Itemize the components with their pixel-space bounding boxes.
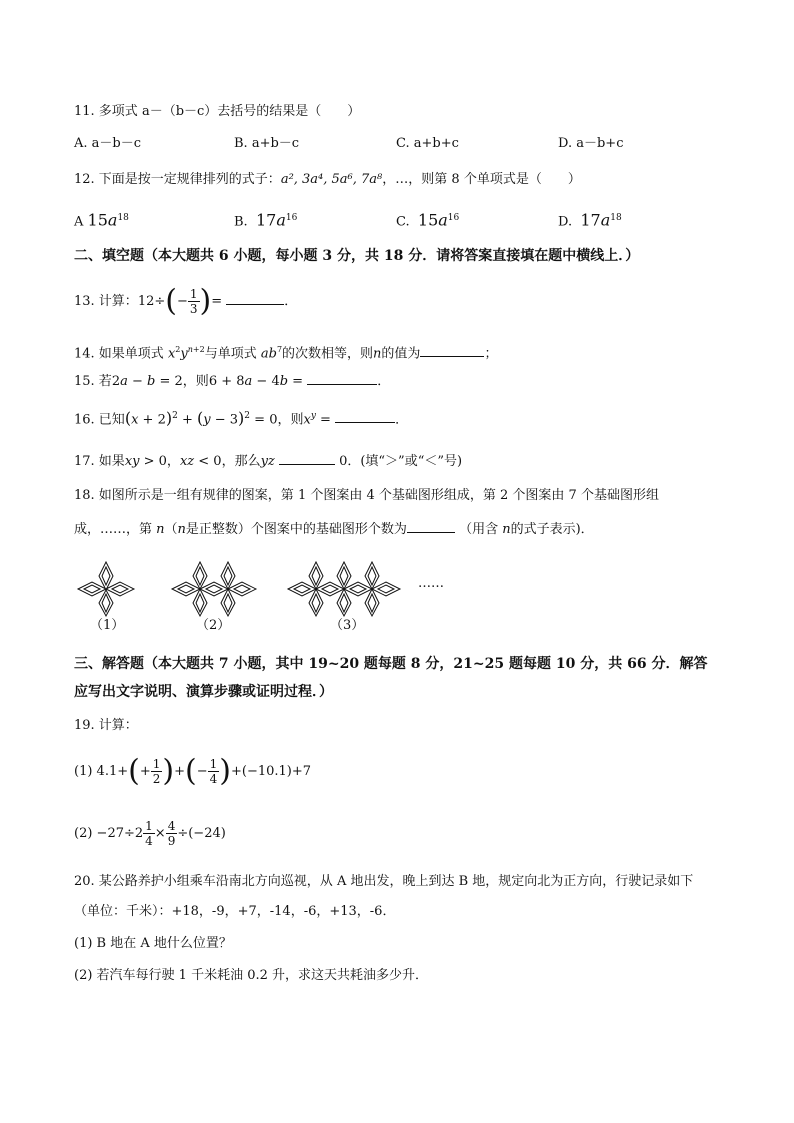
q13: 13. 计算：12÷(− $\frac{1}{3}$ )= ． <box>74 283 298 319</box>
q15-mid: ，则 <box>182 374 209 389</box>
q16-end: ． <box>395 412 409 428</box>
q16-answer-blank[interactable] <box>335 408 395 423</box>
q20-sub2: (2) 若汽车每行驶 1 千米耗油 0.2 升，求这天共耗油多少升． <box>74 968 429 983</box>
q12-option-d-label: D. <box>558 214 573 230</box>
q18-ellipsis: …… <box>418 576 444 591</box>
q18-line2-d: （用含 <box>459 522 499 537</box>
q12-option-b-label: B. <box>234 214 248 230</box>
q15-end: ． <box>377 374 391 389</box>
q18-fig-label-2: （2） <box>196 618 231 633</box>
q12-option-c-exp: 16 <box>447 213 460 223</box>
pattern-3 <box>288 562 400 616</box>
q13-fraction: $\frac{1}{3}$ <box>189 287 198 316</box>
q18-line2-e: 的式子表示)． <box>510 522 594 537</box>
q19-part2: (2) −27÷2 $\frac{1}{4}$ × $\frac{4}{9}$ ÷(−24) <box>74 819 226 848</box>
section-3-heading-line2: 应写出文字说明、演算步骤或证明过程．） <box>74 684 333 700</box>
q20-line2: （单位：千米）：+18，-9，+7，-14，-6，+13，-6． <box>74 904 396 919</box>
q14-text-b: 与单项式 <box>204 346 257 362</box>
q18-fig-label-1: （1） <box>90 618 125 633</box>
q18-line1: 18. 如图所示是一组有规律的图案，第 1 个图案由 4 个基础图形组成，第 2 个图案由 7 个基础图形组 <box>74 488 659 503</box>
q12-option-c-label: C. <box>396 214 410 230</box>
q14-text-a: 14. 如果单项式 <box>74 346 164 362</box>
q12-option-d-coef: 17 <box>580 210 601 230</box>
q12-option-a[interactable]: A $15a^{18}$ <box>74 210 129 230</box>
q19-part1: (1) 4.1+(+ $\frac{1}{2}$ )+(− $\frac{1}{4}$ )+(−10.1)+7 <box>74 753 312 789</box>
q13-prefix: 13. 计算： <box>74 294 138 309</box>
q12-stem <box>74 170 581 190</box>
section-2-heading: 二、填空题（本大题共 6 小题，每小题 3 分，共 18 分．请将答案直接填在题中横线上．） <box>74 248 640 264</box>
q19-part2-label: (2) <box>74 826 93 841</box>
q18-pattern-figures <box>76 556 456 622</box>
q16: 16. 已知$(x + 2)^2 + (y - 3)^2 = 0$，则$x^y$ = ． <box>74 408 409 428</box>
q11-option-b[interactable]: B. a+b－c <box>234 136 300 151</box>
q18-line2: 成，……，第 n（n是正整数）个图案中的基础图形个数为 （用含 n的式子表示)． <box>74 518 594 540</box>
q18-fig-label-3: （3） <box>330 618 365 633</box>
q14-text-c: 的次数相等，则 <box>282 346 374 362</box>
q19-title: 19. 计算： <box>74 718 138 733</box>
q20-line1: 20. 某公路养护小组乘车沿南北方向巡视，从 A 地出发，晚上到达 B 地，规定向北为正方向，行驶记录如下 <box>74 874 694 889</box>
q12-option-c[interactable]: C. $15a^{16}$ <box>396 210 460 230</box>
q17-answer-blank[interactable] <box>279 450 335 465</box>
q17-prefix: 17. 如果 <box>74 454 125 469</box>
q15-answer-blank[interactable] <box>307 370 377 385</box>
q16-mid: ，则 <box>277 412 304 428</box>
q15: 15. 若2a − b = 2，则6 + 8a − 4b = ． <box>74 370 390 392</box>
q12-option-c-coef: 15 <box>417 210 439 230</box>
q11-option-d[interactable]: D. a－b+c <box>558 136 624 151</box>
q11-option-c[interactable]: C. a+b+c <box>396 136 459 151</box>
q13-answer-blank[interactable] <box>226 290 284 305</box>
q12-option-d-exp: 18 <box>610 213 622 223</box>
q12-stem-start: 12. 下面是按一定规律排列的式子： <box>74 172 281 187</box>
q14-answer-blank[interactable] <box>420 342 484 357</box>
q14-text-d: 的值为 <box>381 346 421 362</box>
q12-terms: a², 3a⁴, 5a⁶, 7a⁸ <box>280 172 383 187</box>
q15-prefix: 15. 若 <box>74 374 112 389</box>
pattern-2 <box>172 562 256 616</box>
q16-prefix: 16. 已知 <box>74 412 125 428</box>
q18-line2-a: 成，……，第 <box>74 522 153 537</box>
q14: 14. 如果单项式 $x^2y^{n+2}$与单项式 $ab^7$的次数相等，则n的值为 ； <box>74 340 497 364</box>
q17-mid: ，那么 <box>221 454 261 469</box>
q12-option-a-label: A <box>74 214 84 230</box>
q11-option-a[interactable]: A. a－b－c <box>74 136 142 151</box>
q12-option-a-coef: 15 <box>87 210 108 230</box>
q18-answer-blank[interactable] <box>407 518 455 533</box>
q12-option-a-exp: 18 <box>117 213 129 223</box>
q12-option-b-coef: 17 <box>255 210 277 230</box>
q12-option-b[interactable]: B. $17a^{16}$ <box>234 210 298 230</box>
q11-stem: 11. 多项式 a－（b－c）去括号的结果是（ ） <box>74 104 361 119</box>
q12-stem-end: ，…，则第 8 个单项式是（ ） <box>382 172 581 187</box>
q18-line2-c: 是正整数）个图案中的基础图形个数为 <box>185 522 407 537</box>
q20-sub1: (1) B 地在 A 地什么位置？ <box>74 936 232 951</box>
q14-end: ； <box>484 346 498 362</box>
pattern-1 <box>78 562 134 616</box>
q17-end: 0．(填“＞”或“＜”号) <box>339 454 463 469</box>
q12-option-d[interactable]: D. $17a^{18}$ <box>558 210 622 230</box>
section-3-heading-line1: 三、解答题（本大题共 7 小题，其中 19~20 题每题 8 分，21~25 题每题 10 分，共 66 分．解答 <box>74 656 708 672</box>
q12-option-b-exp: 16 <box>285 213 298 223</box>
q13-a: 12 <box>137 294 155 309</box>
q18-line2-b: （ <box>164 522 178 537</box>
q19-part1-label: (1) <box>74 764 93 779</box>
q17: 17. 如果xy > 0，xz < 0，那么yz 0．(填“＞”或“＜”号) <box>74 450 462 472</box>
